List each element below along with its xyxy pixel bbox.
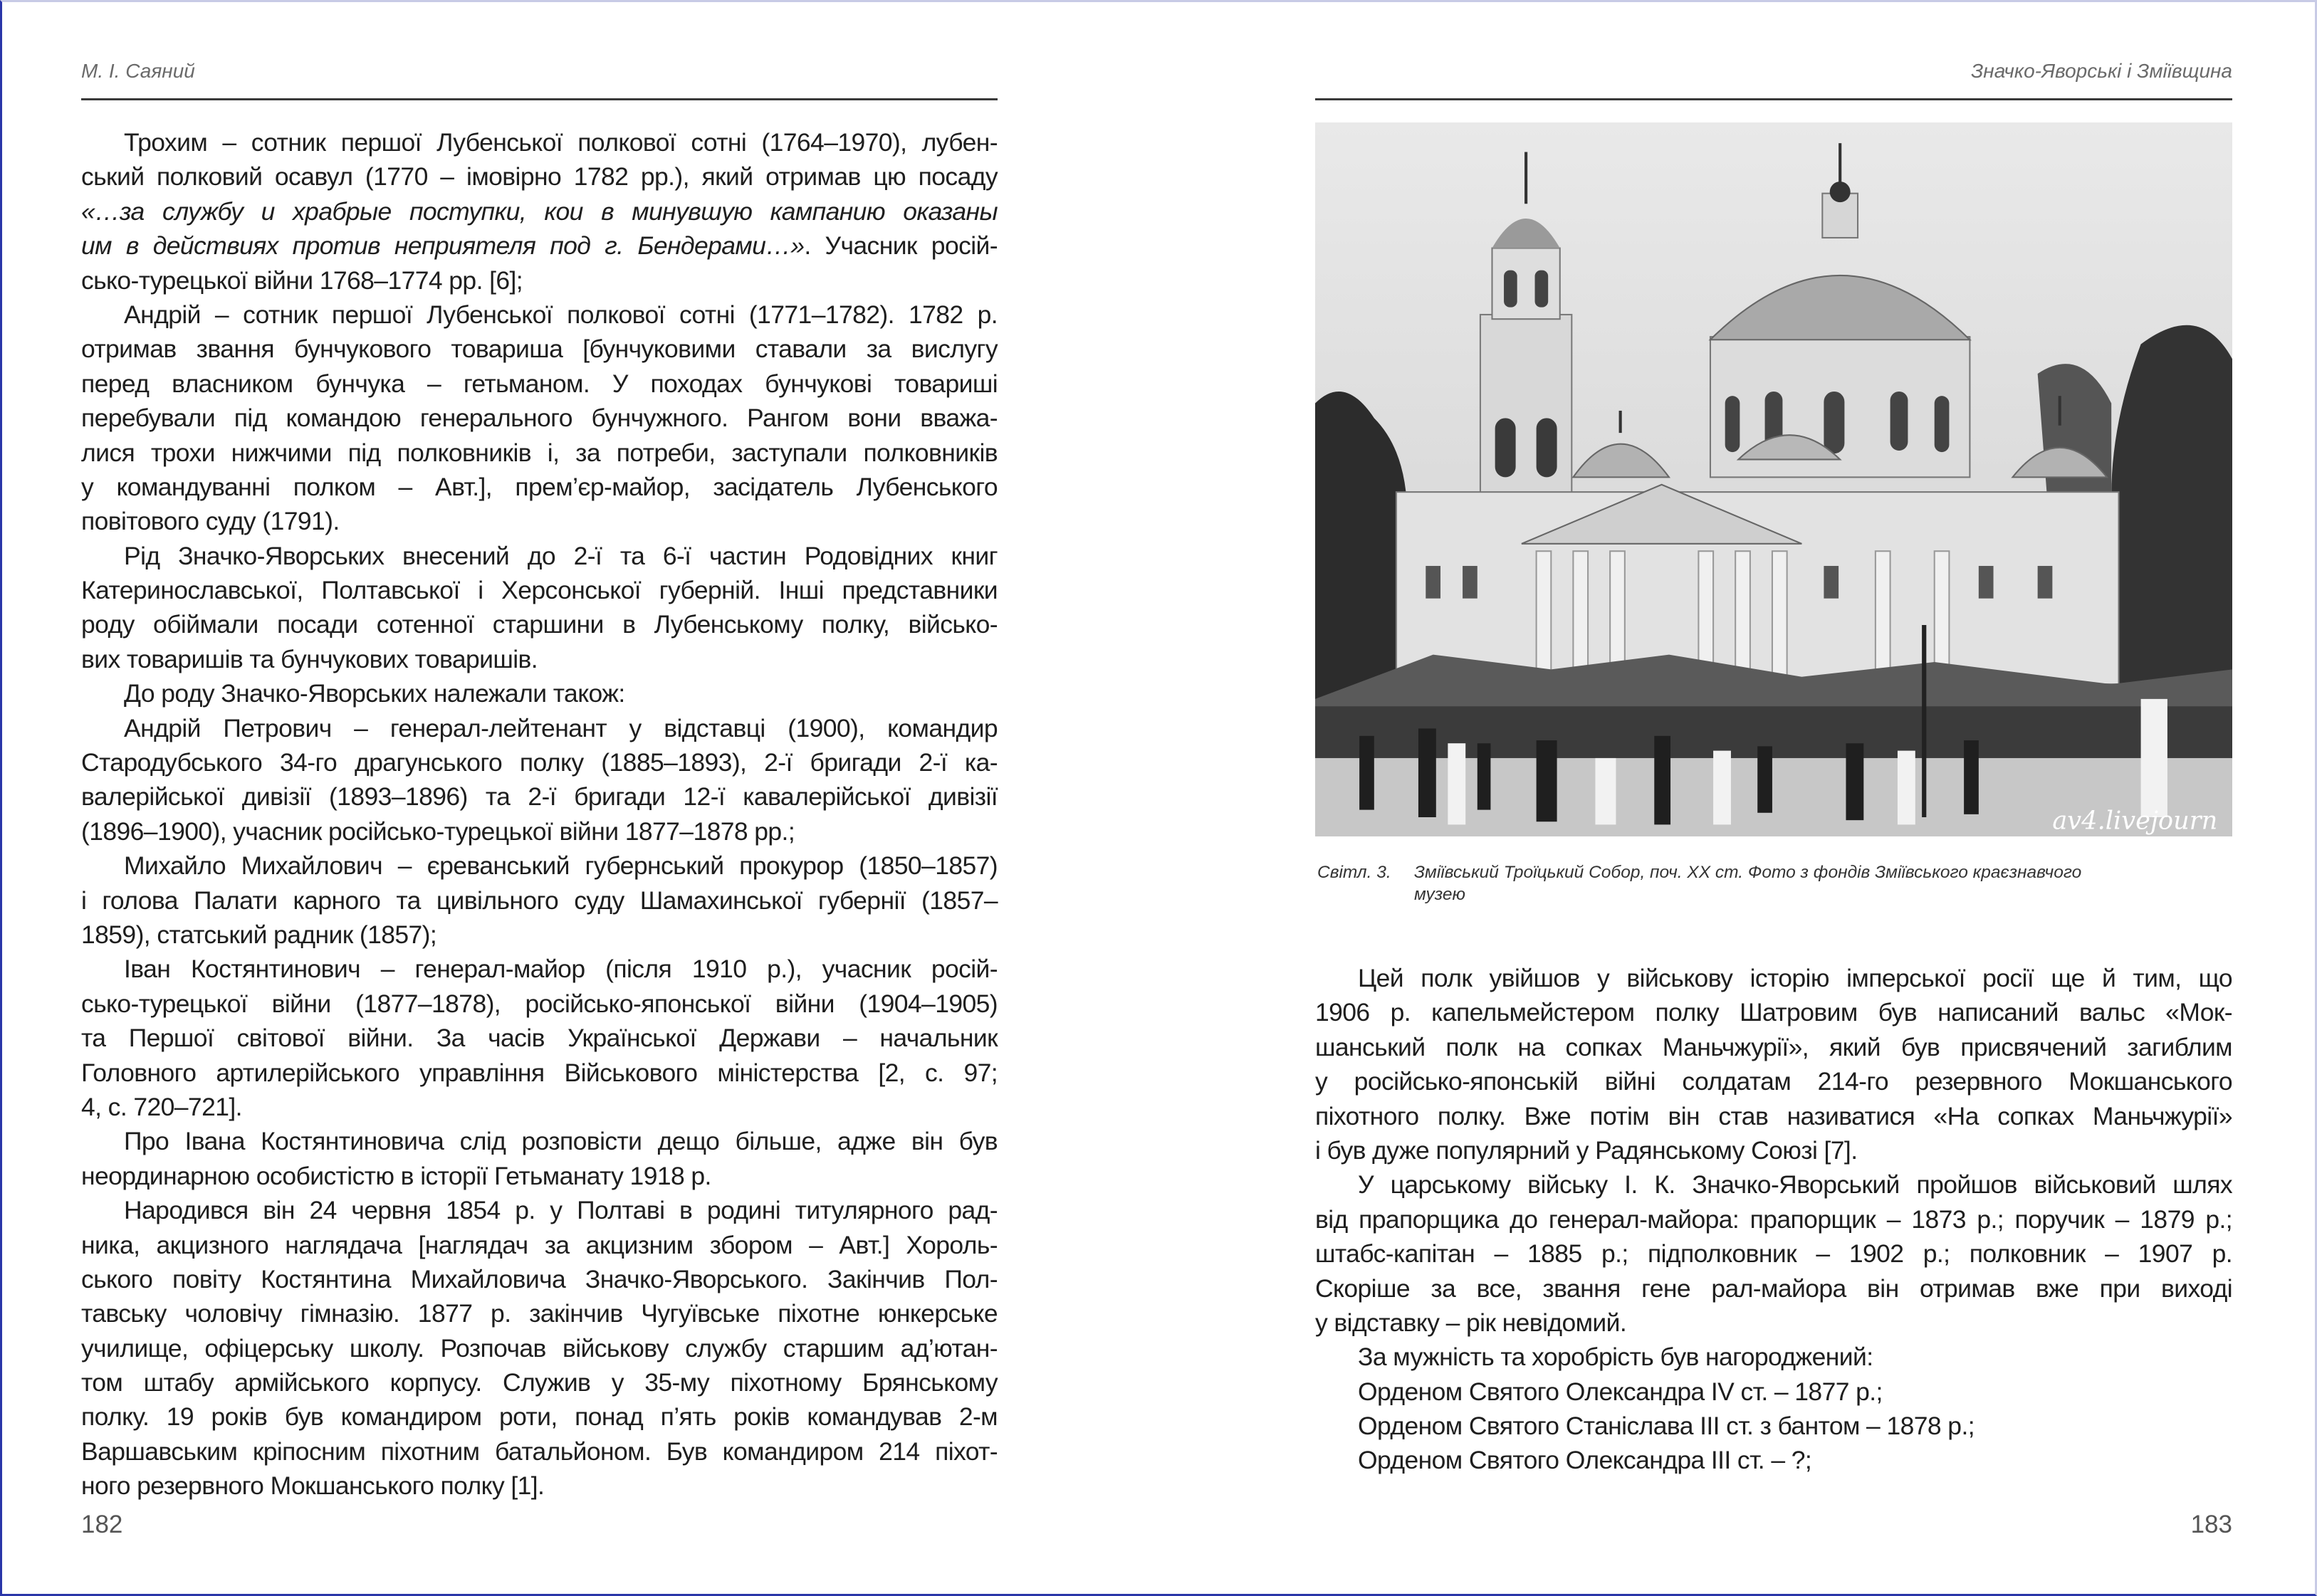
text-span: У царському війську І. К. Значко-Яворський пройшов військовий шлях: [1358, 1170, 2232, 1199]
paragraph: [1315, 1375, 2232, 1409]
text-span: ника, акцизного наглядача [наглядач за акцизним збором – Авт.] Хороль-: [81, 1230, 998, 1259]
text-line: [1315, 1409, 2232, 1443]
text-span: сько-турецької війни 1768–1774 рр. [6];: [81, 266, 523, 295]
header-rule: [81, 98, 998, 100]
paragraph: [81, 1193, 998, 1503]
text-line: [81, 1400, 998, 1434]
text-line: [81, 711, 998, 745]
text-span: штабс-капітан – 1885 р.; підполковник – 1902 р.; полковник – 1907 р.: [1315, 1239, 2232, 1269]
text-line: [81, 1124, 998, 1158]
paragraph: [1315, 1409, 2232, 1443]
text-span: роду обіймали посади сотенної старшини в Лубенському полку, військо-: [81, 610, 998, 639]
text-span: від прапорщика до генерал-майора: прапорщик – 1873 р.; поручик – 1879 р.;: [1315, 1204, 2232, 1234]
text-line: [81, 1056, 998, 1090]
text-line: [81, 1262, 998, 1296]
text-line: [1315, 961, 2232, 995]
text-span: . Учасник росій-: [804, 231, 998, 261]
paragraph: [1315, 1340, 2232, 1374]
text-line: [81, 607, 998, 641]
text-line: [81, 1331, 998, 1365]
left-page-body: [81, 125, 998, 1503]
text-line: [1315, 1340, 2232, 1374]
paragraph: [81, 849, 998, 952]
text-line: [81, 1159, 998, 1193]
text-line: [81, 1365, 998, 1400]
caption-label: Світл. 3.: [1317, 863, 1391, 882]
text-span: у командуванні полком – Авт.], прем’єр-майор, засідатель Лубенського: [81, 472, 998, 501]
text-line: [1315, 1064, 2232, 1098]
text-line: [1315, 1443, 2232, 1477]
running-header-author: М. І. Саяний: [81, 60, 195, 82]
text-line: [81, 1296, 998, 1330]
text-span: піхотного полку. Вже потім він став називатися «На сопках Маньчжурії»: [1315, 1101, 2232, 1130]
text-line: [81, 125, 998, 159]
paragraph: [1315, 1167, 2232, 1340]
text-span: неординарною особистістю в історії Гетьманату 1918 р.: [81, 1161, 711, 1190]
text-line: [81, 229, 998, 263]
paragraph: [81, 1124, 998, 1193]
text-span: Рід Значко-Яворських внесений до 2-ї та 6-ї частин Родовідних книг: [124, 541, 998, 570]
paragraph: [81, 125, 998, 298]
text-span: тавську чоловічу гімназію. 1877 р. закінчив Чугуївське піхотне юнкерське: [81, 1299, 998, 1328]
text-span: шанський полк на сопках Маньчжурії», який був присвячений загиблим: [1315, 1032, 2232, 1061]
text-line: [1315, 1237, 2232, 1271]
text-span: Катеринославської, Полтавської і Херсонської губерній. Інші представники: [81, 576, 998, 605]
text-span: Цей полк увійшов у військову історію імперської росії ще й тим, що: [1358, 964, 2232, 992]
text-span: 1906 р. капельмейстером полку Шатровим був написаний вальс «Мок-: [1315, 998, 2232, 1027]
text-line: [81, 159, 998, 194]
text-span: За мужність та хоробрість був нагороджений:: [1358, 1343, 1873, 1372]
caption-text: Зміївський Троїцький Собор, поч. ХХ ст. Фото з фондів Зміївського краєзнавчого музею: [1414, 863, 2082, 904]
paragraph: [81, 952, 998, 1124]
page-number: 182: [81, 1511, 123, 1538]
text-line: [81, 470, 998, 504]
text-span: Народився він 24 червня 1854 р. у Полтаві в родині титулярного рад-: [124, 1196, 998, 1225]
text-line: [81, 1193, 998, 1227]
paragraph: [81, 711, 998, 849]
text-line: [81, 745, 998, 779]
text-line: [81, 779, 998, 814]
text-span: Головного артилерійського управління Військового міністерства [2, с. 97;: [81, 1058, 998, 1087]
text-span: ського повіту Костянтина Михайловича Значко-Яворського. Закінчив Пол-: [81, 1264, 998, 1293]
page-number: 183: [2190, 1511, 2232, 1538]
text-span: (1896–1900), учасник російсько-турецької війни 1877–1878 рр.;: [81, 817, 795, 846]
text-span: 1859), статський радник (1857);: [81, 920, 437, 949]
italic-quote: им в действиях против неприятеля под г. Бендерами…»: [81, 231, 805, 261]
text-line: [81, 504, 998, 538]
text-line: [81, 298, 998, 332]
text-line: [1315, 1133, 2232, 1167]
text-span: і голова Палати карного та цивільного суду Шамахинської губернії (1857–: [81, 886, 998, 915]
text-span: Стародубського 34-го драгунського полку (1885–1893), 2-ї бригади 2-ї ка-: [81, 748, 998, 777]
text-line: [81, 849, 998, 883]
text-span: отримав звання бунчукового товариша [бунчуковими ставали за вислугу: [81, 335, 998, 364]
text-span: Михайло Михайлович – єреванський губернський прокурор (1850–1857): [124, 851, 998, 881]
paragraph: [1315, 961, 2232, 1167]
text-line: [1315, 1167, 2232, 1202]
text-line: [81, 987, 998, 1021]
text-span: та Першої світової війни. За часів Української Держави – начальник: [81, 1024, 998, 1053]
text-span: 4, с. 720–721].: [81, 1092, 242, 1121]
church-photo: [1315, 122, 2232, 836]
text-line: [1315, 1030, 2232, 1064]
paragraph: [81, 539, 998, 677]
text-line: [1315, 1271, 2232, 1306]
text-line: [81, 573, 998, 607]
text-line: [81, 1228, 998, 1262]
text-line: [81, 1090, 998, 1124]
text-span: перед власником бунчука – гетьманом. У походах бунчукові товариші: [81, 369, 998, 398]
text-line: [81, 952, 998, 986]
text-line: [81, 539, 998, 573]
text-span: ного резервного Мокшанського полку [1].: [81, 1471, 545, 1501]
header-rule: [1315, 98, 2232, 100]
photo-watermark: av4.livejourn: [2052, 806, 2218, 836]
paragraph: [1315, 1443, 2232, 1477]
text-span: і був дуже популярний у Радянському Союзі [7].: [1315, 1135, 1858, 1165]
text-line: [81, 436, 998, 470]
text-line: [81, 1434, 998, 1469]
text-span: Андрій – сотник першої Лубенської полкової сотні (1771–1782). 1782 р.: [124, 300, 998, 329]
text-line: [81, 263, 998, 298]
text-span: До роду Значко-Яворських належали також:: [124, 679, 625, 708]
text-span: перебували під командою генерального бунчужного. Рангом вони вважа-: [81, 404, 998, 433]
paragraph: [81, 676, 998, 710]
text-span: Трохим – сотник першої Лубенської полкової сотні (1764–1970), лубен-: [124, 128, 998, 157]
text-line: [81, 401, 998, 435]
text-line: [1315, 995, 2232, 1029]
text-span: полку. 19 років був командиром роти, понад п’ять років командував 2-м: [81, 1402, 998, 1432]
text-span: у відставку – рік невідомий.: [1315, 1308, 1627, 1337]
text-line: [81, 814, 998, 849]
text-span: повітового суду (1791).: [81, 507, 340, 536]
text-line: [81, 1469, 998, 1503]
text-line: [81, 1021, 998, 1055]
text-span: училище, офіцерську школу. Розпочав військову службу старшим ад’ютан-: [81, 1333, 998, 1363]
text-line: [81, 367, 998, 401]
text-span: Про Івана Костянтиновича слід розповісти дещо більше, адже він був: [124, 1127, 998, 1156]
text-line: [81, 194, 998, 229]
text-line: [81, 883, 998, 918]
text-span: ський полковий осавул (1770 – імовірно 1782 рр.), який отримав цю посаду: [81, 162, 998, 191]
paragraph: [81, 298, 998, 539]
text-line: [81, 676, 998, 710]
text-span: Андрій Петрович – генерал-лейтенант у відставці (1900), командир: [124, 713, 998, 742]
text-span: Орденом Святого Олександра IV ст. – 1877 р.;: [1358, 1377, 1883, 1406]
text-span: Орденом Святого Станіслава III ст. з бантом – 1878 р.;: [1358, 1412, 1975, 1441]
running-header-title: Значко-Яворські і Зміївщина: [1971, 60, 2232, 82]
right-page-body: [1315, 961, 2232, 1478]
church-photo-image: [1315, 122, 2232, 836]
text-span: лися трохи нижчими під полковників і, за потреби, заступали полковників: [81, 438, 998, 467]
text-span: том штабу армійського корпусу. Служив у 35-му піхотному Брянському: [81, 1368, 998, 1397]
text-span: сько-турецької війни (1877–1878), російсько-японської війни (1904–1905): [81, 989, 998, 1018]
text-line: [1315, 1306, 2232, 1340]
text-span: вих товаришів та бунчукових товаришів.: [81, 644, 538, 673]
text-line: [1315, 1202, 2232, 1237]
text-span: Орденом Святого Олександра III ст. – ?;: [1358, 1446, 1812, 1475]
text-line: [81, 642, 998, 676]
text-span: Варшавським кріпосним піхотним батальйоном. Був командиром 214 піхот-: [81, 1437, 998, 1466]
italic-quote: «…за службу и храбрые поступки, кои в минувшую кампанию оказаны: [81, 196, 998, 226]
text-span: Скоріше за все, звання гене рал-майора він отримав вже при виході: [1315, 1274, 2232, 1303]
text-span: Іван Костянтинович – генерал-майор (після 1910 р.), учасник росій-: [124, 955, 998, 984]
text-span: валерійської дивізії (1893–1896) та 2-ї бригади 12-ї кавалерійської дивізії: [81, 782, 998, 812]
text-line: [81, 918, 998, 952]
text-line: [1315, 1099, 2232, 1133]
text-line: [81, 332, 998, 366]
text-span: у російсько-японській війні солдатам 214-го резервного Мокшанського: [1315, 1067, 2232, 1096]
text-line: [1315, 1375, 2232, 1409]
